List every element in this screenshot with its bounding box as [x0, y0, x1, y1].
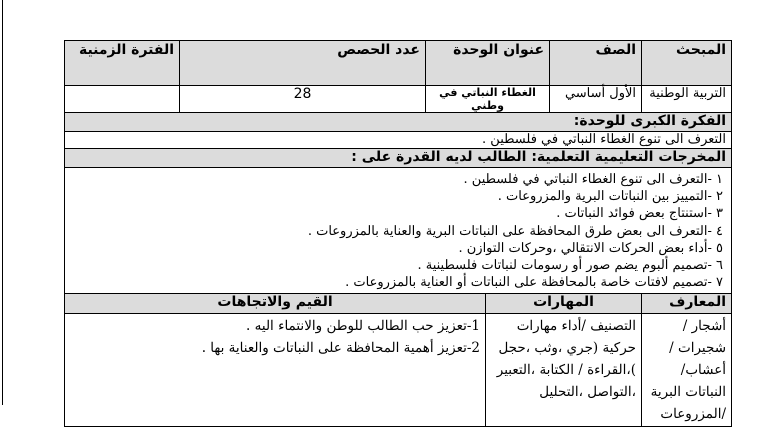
big-idea-text: التعرف الى تنوع الغطاء النباتي في فلسطين .	[65, 132, 732, 149]
header-subject: المبحث	[642, 41, 732, 86]
value-item: 1-تعزيز حب الطالب للوطن والانتماء اليه .	[246, 318, 481, 335]
header-row	[65, 41, 732, 86]
header-grade: الصف	[550, 41, 642, 86]
value-lessons-count: 28	[180, 86, 426, 113]
values-cell	[65, 314, 486, 427]
outcome-item: ٧ -تصميم لافتات خاصة بالمحافظة على النباتات أو العناية بالمزروعات .	[345, 275, 724, 291]
outcome-item: ٢ -التمييز بين النباتات البرية والمزروعات .	[497, 189, 724, 205]
unit-plan-sheet	[64, 40, 731, 427]
outcomes-title-row	[65, 149, 732, 168]
value-item: 2-تعزيز أهمية المحافظة على النباتات والعناية بها .	[201, 340, 481, 357]
header-unit-title: عنوان الوحدة	[426, 41, 550, 86]
big-idea-title-row	[65, 113, 732, 132]
columns-header-row	[65, 294, 732, 314]
value-grade: الأول أساسي	[550, 86, 642, 113]
outcome-item: ٦ -تصميم ألبوم يضم صور أو رسومات لنباتات فلسطينية .	[417, 258, 724, 274]
unit-plan-table	[64, 40, 732, 427]
column-values: القيم والاتجاهات	[65, 294, 486, 314]
columns-body-row	[65, 314, 732, 427]
outcome-item: ١ -التعرف الى تنوع الغطاء النباتي في فلسطين .	[463, 172, 724, 187]
value-period	[65, 86, 180, 113]
outcome-item: ٥ -أداء بعض الحركات الانتقالي ،وحركات التوازن .	[458, 240, 724, 256]
page-left-border	[2, 0, 3, 405]
skills-text: التصنيف /أداء مهارات حركية (جري ،وثب ،حجل )،القراءة / الكتابة ،التعبير ،التواصل ،التحليل	[486, 314, 642, 427]
value-unit-title: الغطاء النباتي في وطني	[426, 86, 550, 113]
knowledge-text: أشجار /شجيرات /أعشاب/النباتات البرية /المزروعات	[642, 314, 732, 427]
big-idea-title: الفكرة الكبرى للوحدة:	[65, 113, 732, 132]
value-subject: التربية الوطنية	[642, 86, 732, 113]
header-period: الفترة الزمنية	[65, 41, 180, 86]
outcomes-list-row	[65, 168, 732, 294]
column-skills: المهارات	[486, 294, 642, 314]
outcome-item: ٤ -التعرف الى بعض طرق المحافظة على النباتات البرية والعناية بالمزروعات .	[307, 223, 724, 239]
values-row	[65, 86, 732, 113]
header-lessons-count: عدد الحصص	[180, 41, 426, 86]
column-knowledge: المعارف	[642, 294, 732, 314]
outcomes-title: المخرجات التعليمية التعلمية: الطالب لديه القدرة على :	[65, 149, 732, 168]
outcomes-list	[65, 168, 731, 293]
big-idea-text-row	[65, 132, 732, 149]
outcome-item: ٣ -استنتاج بعض فوائد النباتات .	[556, 206, 724, 222]
